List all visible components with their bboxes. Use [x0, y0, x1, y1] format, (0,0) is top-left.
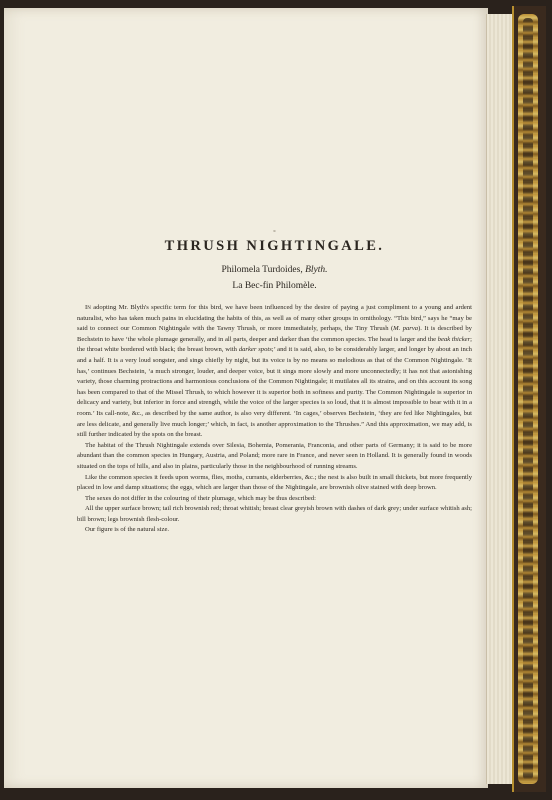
page-edges: [486, 14, 513, 784]
paragraph-text: ; the throat white bordered with black; the breast brown, with: [77, 335, 473, 354]
paragraph-text: ). It is described by Bechstein to have ‘the whole plumage generally, and in all parts, deeper and darker than the common species. The head is larger and the: [77, 325, 472, 343]
page-content: [77, 230, 472, 536]
body-paragraph: [77, 303, 472, 441]
body-paragraph: [77, 494, 472, 505]
body-paragraph: [77, 525, 472, 536]
italic-term: beak thicker: [437, 335, 471, 343]
latin-name-text: Philomela Turdoides,: [221, 265, 306, 275]
page-title: THRUSH NIGHTINGALE.: [164, 238, 385, 254]
paragraph-text: Our figure is of the natural size.: [85, 526, 170, 534]
paragraph-text: Like the common species it feeds upon worms, flies, moths, currants, elderberries, &c.; the nest is also built in small thickets, but more frequently placed in low and damp situations; the eggs, which are larger than those of the Nightingale, are brownish olive stained with deep brown.: [77, 473, 472, 492]
body-paragraph: [77, 441, 472, 473]
italic-term: darker spots: [238, 346, 272, 354]
paragraph-text: adopting Mr. Blyth's specific term for this bird, we have been influenced by the desire of paying a just compliment to a young and ardent naturalist, who has taken much pains in elucidating the habits of this, as well as of many other groups in ornithology. “This bird,” says he “may be said to connect our Common Nightingale with the Tawny Thrush, or more immediately, perhaps, the Tiny Thrush (: [77, 304, 472, 333]
paragraph-lead-word: In: [85, 304, 91, 311]
paragraph-text: ;’ and it is said, also, to be considerably larger, and longer by about an inch and a half. It is a very loud songster, and sings chiefly by night, but its voice is by no means so melodious as that of the Common Nightingale. ‘It has,’ continues Bechstein, ‘a much stronger, louder, and deeper voice, but it sings more slowly and more unconnectedly; it has not that astonishing variety, those charming protractions and harmonious conclusions of the Common Nightingale; it mutilates all its strains, and on this account its song has been compared to that of the Missel Thrush, to which however it is superior both in softness and purity. The Common Nightingale is superior in delicacy and variety, but inferior in force and strength, while the voice of the larger species is so loud, that it is almost impossible to bear with it in a room.’ Its call-note, &c., as described by the same author, is also very different. ‘In cages,’ observes Bechstein, ‘they are fed like Nightingales, but are less delicate, and generally live much longer;’ which, in fact, is another approximation to the Thrushes.” And this approximation, we may add, is still further indicated by the spots on the breast.: [77, 346, 472, 439]
signature-mark: °: [273, 230, 276, 236]
body-text: [77, 303, 472, 536]
latin-name-author: Blyth.: [305, 265, 328, 275]
paragraph-text: The habitat of the Thrush Nightingale extends over Silesia, Bohemia, Pomerania, Franconia, and other parts of Germany; it is said to be more abundant than the common species in Hungary, Austria, and Poland; more rare in France, and never seen in Holland. It is generally found in woods situated on the tops of hills, and also in plains, particularly those in the neighbourhood of running streams.: [77, 441, 472, 470]
gilt-border-inner: [523, 18, 533, 780]
latin-name: [77, 265, 472, 275]
body-paragraph: [77, 473, 472, 494]
paragraph-text: The sexes do not differ in the colouring of their plumage, which may be thus described:: [85, 494, 316, 502]
french-name: La Bec-fin Philomèle.: [232, 281, 317, 291]
paragraph-text: All the upper surface brown; tail rich brownish red; throat whitish; breast clear greyish brown with dashes of dark grey; under surface whitish ash; bill brown; legs brownish flesh-colour.: [77, 505, 472, 523]
book-binding: [512, 6, 546, 792]
body-paragraph: [77, 504, 472, 525]
italic-term: M. parva: [393, 325, 419, 333]
